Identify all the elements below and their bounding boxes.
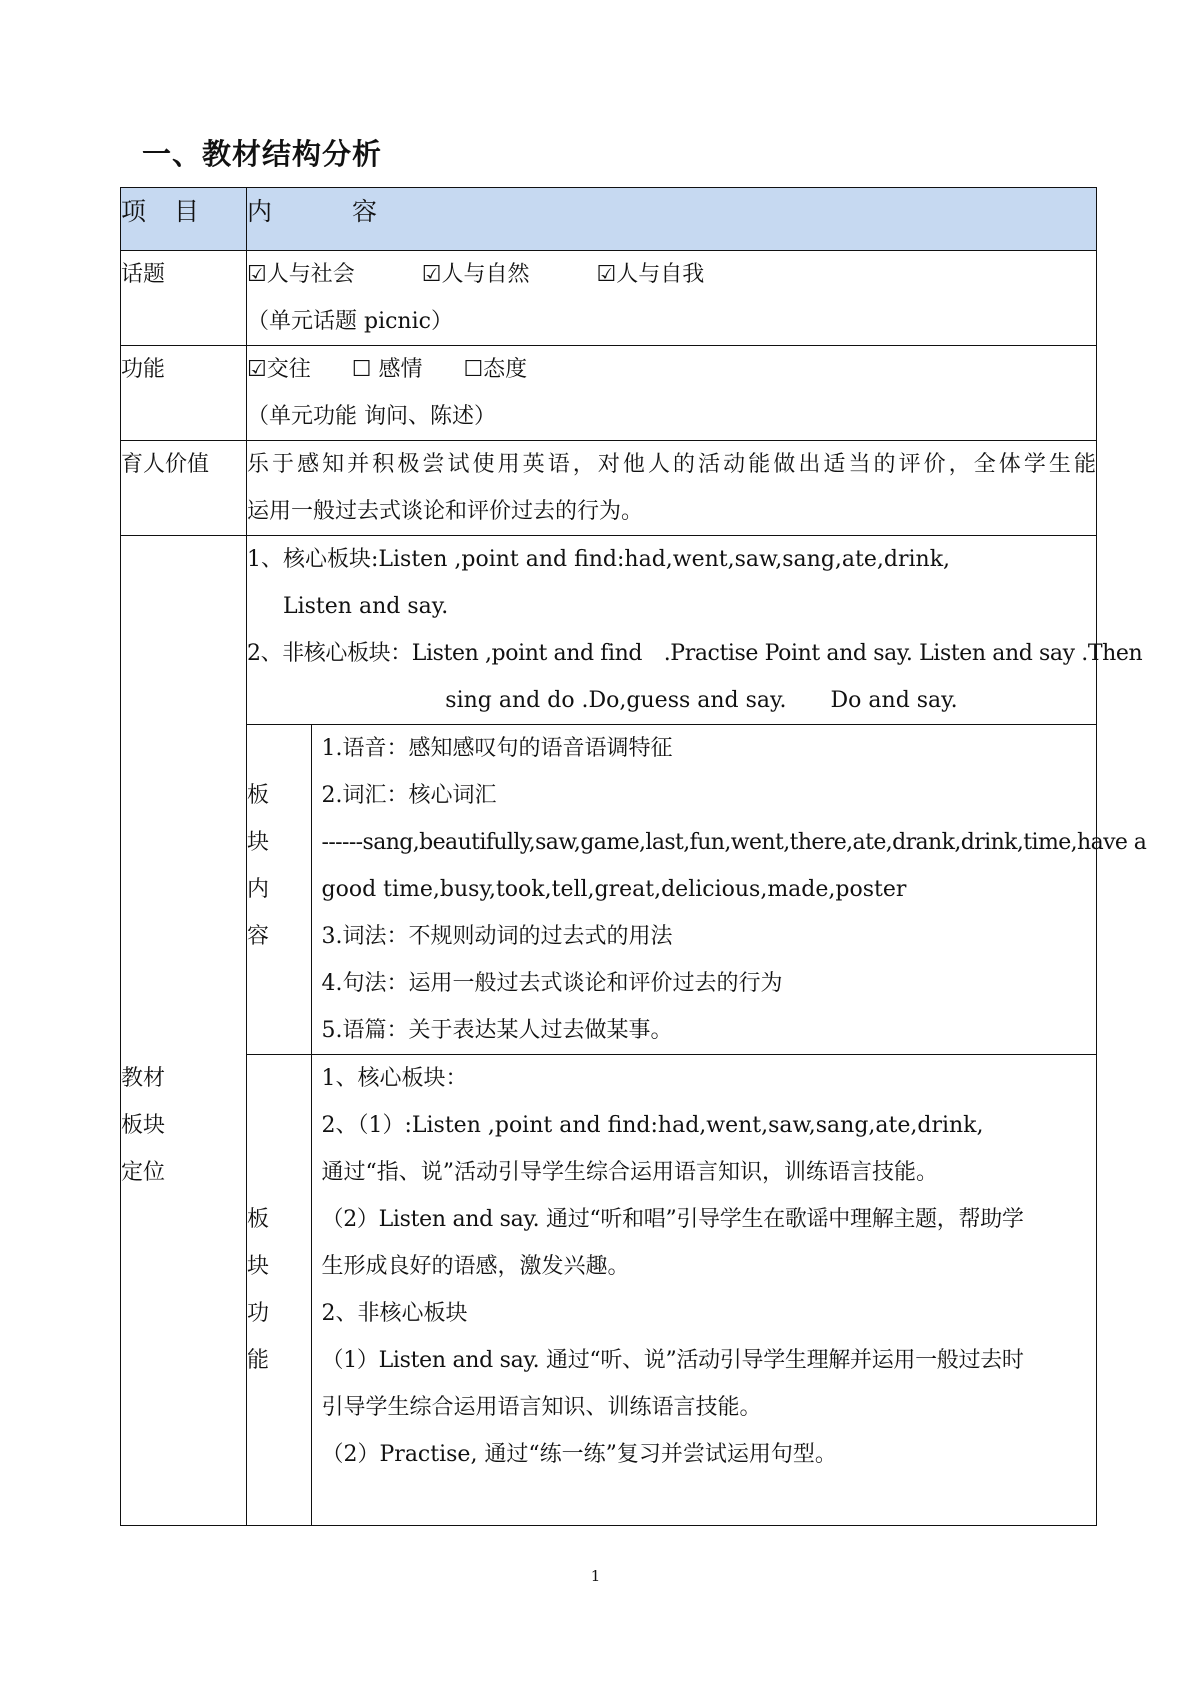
page-number: 1: [590, 1567, 601, 1585]
content-block-text: [311, 725, 1147, 1055]
values-line-2: 运用一般过去式谈论和评价过去的行为。: [247, 499, 644, 524]
modules-content: [247, 536, 1143, 725]
content-label-char-2: 块: [247, 830, 270, 855]
function-label: 功能: [121, 346, 247, 441]
function-block-row: [247, 1055, 1096, 1526]
function-label-char-4: 能: [247, 1348, 270, 1373]
function-content: [247, 346, 1097, 441]
modules-row: [247, 536, 1096, 725]
function-line-4: （2）Listen and say. 通过“听和唱”引导学生在歌谣中理解主题，帮助学: [321, 1207, 1024, 1232]
topic-label: 话题: [121, 251, 247, 346]
header-item: 项 目: [121, 188, 247, 251]
function-option-emotion: ☐ 感情: [351, 357, 423, 382]
topic-options: [247, 251, 1096, 298]
content-line-7: 5.语篇：关于表达某人过去做某事。: [321, 1018, 673, 1043]
positioning-inner-table: [247, 536, 1147, 1525]
function-line-3: 通过“指、说”活动引导学生综合运用语言知识，训练语言技能。: [321, 1160, 938, 1185]
content-line-3: ------sang,beautifully,saw,game,last,fun,went,there,ate,drank,drink,time,have a: [321, 830, 1147, 855]
values-content: [247, 441, 1097, 536]
function-note: （单元功能 询问、陈述）: [247, 404, 496, 429]
modules-line-2: Listen and say.: [283, 594, 449, 619]
content-line-5: 3.词法：不规则动词的过去式的用法: [321, 924, 673, 949]
function-line-8: 引导学生综合运用语言知识、训练语言技能。: [321, 1395, 762, 1420]
positioning-row: [121, 536, 1097, 1526]
topic-option-nature: ☑人与自然: [421, 262, 530, 287]
function-label-char-2: 块: [247, 1254, 270, 1279]
function-line-2: 2、（1）:Listen ,point and find:had,went,saw,sang,ate,drink,: [321, 1113, 984, 1138]
topic-option-society: ☑人与社会: [247, 262, 355, 287]
modules-line-4: sing and do .Do,guess and say. Do and say.: [445, 688, 958, 713]
content-line-6: 4.句法：运用一般过去式谈论和评价过去的行为: [321, 971, 783, 996]
function-line-6: 2、非核心板块: [321, 1301, 468, 1326]
function-row: [121, 346, 1097, 441]
positioning-content: [247, 536, 1147, 1526]
positioning-label-line-3: 定位: [121, 1160, 166, 1185]
function-label-char-1: 板: [247, 1207, 270, 1232]
positioning-label-line-1: 教材: [121, 1066, 166, 1091]
values-line-1: 乐于感知并积极尝试使用英语，对他人的活动能做出适当的评价，全体学生能: [247, 452, 1096, 477]
topic-option-self: ☑人与自我: [596, 262, 705, 287]
positioning-label-line-2: 板块: [121, 1113, 166, 1138]
function-options: [247, 346, 1096, 393]
header-content: 内 容: [247, 188, 1097, 251]
content-line-1: 1.语音：感知感叹句的语音语调特征: [321, 736, 673, 761]
function-line-9: （2）Practise, 通过“练一练”复习并尝试运用句型。: [321, 1442, 837, 1467]
content-label-char-4: 容: [247, 924, 270, 949]
function-label-char-3: 功: [247, 1301, 270, 1326]
function-line-5: 生形成良好的语感，激发兴趣。: [321, 1254, 630, 1279]
content-block-row: [247, 725, 1096, 1055]
topic-content: [247, 251, 1097, 346]
function-option-communication: ☑交往: [247, 357, 311, 382]
content-block-label: [247, 725, 311, 1055]
content-line-4: good time,busy,took,tell,great,delicious,made,poster: [321, 877, 907, 902]
section-title: 一、教材结构分析: [142, 137, 383, 171]
content-line-2: 2.词汇：核心词汇: [321, 783, 497, 808]
function-line-7: （1）Listen and say. 通过“听、说”活动引导学生理解并运用一般过去时: [321, 1348, 1024, 1373]
function-option-attitude: ☐态度: [463, 357, 528, 382]
topic-row: [121, 251, 1097, 346]
values-label: 育人价值: [121, 441, 247, 536]
values-row: [121, 441, 1097, 536]
textbook-structure-table: [120, 187, 1147, 1526]
table-header-row: [121, 188, 1097, 251]
modules-line-1: 1、核心板块:Listen ,point and find:had,went,saw,sang,ate,drink,: [247, 547, 951, 572]
function-line-1: 1、核心板块：: [321, 1066, 468, 1091]
positioning-label: [121, 536, 247, 1526]
content-label-char-1: 板: [247, 783, 270, 808]
topic-note: （单元话题 picnic）: [247, 309, 453, 334]
function-block-label: [247, 1055, 311, 1526]
function-block-text: [311, 1055, 1096, 1526]
content-label-char-3: 内: [247, 877, 270, 902]
modules-line-3: 2、非核心板块：Listen ,point and find .Practise Point and say. Listen and say .Then: [247, 641, 1143, 666]
